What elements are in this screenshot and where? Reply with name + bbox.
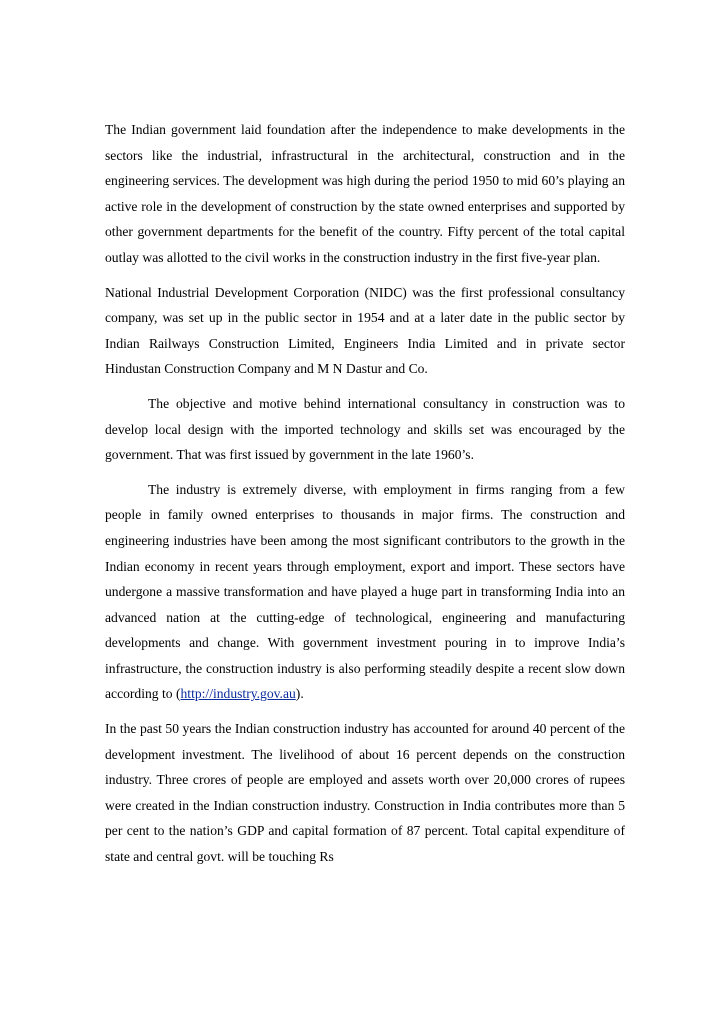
paragraph-industry-text: The industry is extremely diverse, with employment in firms ranging from a few people in family owned enterprises to thousands in major firms. The construction and engineering industries have been among the most significant contributors to the growth in the Indian economy in recent years through employment, export and import. These sectors have undergone a massive transformation and have played a huge part in transforming India into an advanced nation at the cutting-edge of technological, engineering and manufacturing developments and change. With government investment pouring in to improve India’s infrastructure, the construction industry is also performing steadily despite a recent slow down according to ( bbox=[105, 481, 625, 702]
paragraph-govt-foundation: The Indian government laid foundation after the independence to make developments in the sectors like the industrial, infrastructural in the architectural, construction and in the engineering services. The development was high during the period 1950 to mid 60’s playing an active role in the development of construction by the state owned enterprises and supported by other government departments for the benefit of the country. Fifty percent of the total capital outlay was allotted to the civil works in the construction industry in the first five-year plan. bbox=[105, 122, 625, 265]
document-body bbox=[105, 117, 625, 870]
paragraph-past-fifty-years: In the past 50 years the Indian construction industry has accounted for around 40 percent of the development investment. The livelihood of about 16 percent depends on the construction industry. Three crores of people are employed and assets worth over 20,000 crores of rupees were created in the Indian construction industry. Construction in India contributes more than 5 per cent to the nation’s GDP and capital formation of 87 percent. Total capital expenditure of state and central govt. will be touching Rs bbox=[105, 721, 625, 865]
paragraph-industry-diverse bbox=[105, 477, 625, 707]
paragraph-nidc: National Industrial Development Corporation (NIDC) was the first professional consultancy company, was set up in the public sector in 1954 and at a later date in the public sector by Indian Railways Construction Limited, Engineers India Limited and in private sector Hindustan Construction Company and M N Dastur and Co. bbox=[105, 284, 625, 377]
paragraph-international-consultancy: The objective and motive behind international consultancy in construction was to develop local design with the imported technology and skills set was encouraged by the government. That was first issued by government in the late 1960’s. bbox=[105, 395, 625, 463]
paragraph-industry-closing: ). bbox=[295, 686, 304, 702]
industry-gov-link[interactable]: http://industry.gov.au bbox=[180, 686, 296, 702]
